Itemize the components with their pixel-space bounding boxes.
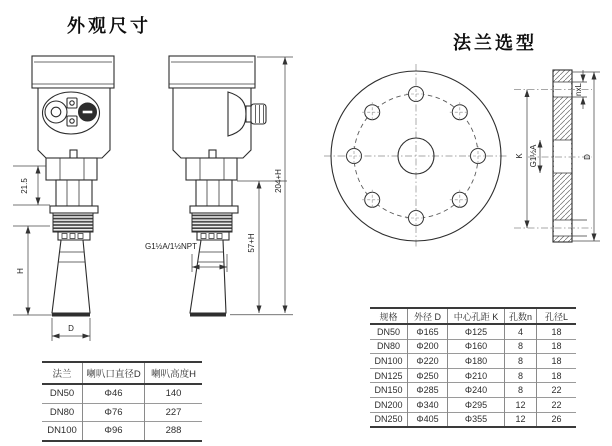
table-cell: 22	[537, 383, 577, 398]
table-row	[370, 412, 576, 427]
table-cell: Φ165	[408, 324, 448, 339]
table-cell: 12	[505, 412, 537, 427]
column-header: 孔数n	[505, 308, 537, 324]
table-row	[370, 324, 576, 339]
table-row	[370, 397, 576, 412]
flange-dimensions-table	[370, 307, 576, 428]
table-cell: Φ200	[408, 339, 448, 354]
header-row	[370, 308, 576, 324]
dim-label-partial-height: 57+H	[247, 233, 256, 253]
column-header: 外径 D	[408, 308, 448, 324]
device-side-view	[169, 56, 266, 317]
flange-side-view	[514, 70, 600, 242]
table-cell: 8	[505, 354, 537, 369]
table-cell: Φ96	[83, 422, 145, 441]
table-cell: 12	[505, 397, 537, 412]
table-cell: DN80	[370, 339, 408, 354]
column-header: 中心孔距 K	[448, 308, 505, 324]
dim-label-flange-thread: G1½A	[529, 144, 538, 168]
table-cell: DN100	[370, 354, 408, 369]
column-header: 规格	[370, 308, 408, 324]
table-cell: 4	[505, 324, 537, 339]
table-cell: Φ285	[408, 383, 448, 398]
table-cell: DN50	[42, 384, 83, 403]
table-cell: Φ125	[448, 324, 505, 339]
table-cell: 8	[505, 339, 537, 354]
table-cell: 18	[537, 339, 577, 354]
table-cell: 26	[537, 412, 577, 427]
table-cell: Φ340	[408, 397, 448, 412]
table-cell: 8	[505, 368, 537, 383]
table-cell: Φ250	[408, 368, 448, 383]
outline-dimensions-title: 外观尺寸	[67, 16, 151, 36]
column-header: 喇叭高度H	[145, 362, 203, 384]
dim-label-flange-outer-diameter: D	[583, 154, 592, 160]
table-cell: 288	[145, 422, 203, 441]
table-cell: DN200	[370, 397, 408, 412]
table-cell: Φ160	[448, 339, 505, 354]
table-row	[370, 368, 576, 383]
table-cell: Φ76	[83, 403, 145, 422]
table-row	[370, 339, 576, 354]
table-row	[42, 403, 202, 422]
horn-dimensions-table	[42, 361, 202, 442]
table-cell: Φ180	[448, 354, 505, 369]
table-cell: 18	[537, 324, 577, 339]
header-row	[42, 362, 202, 384]
table-cell: DN80	[42, 403, 83, 422]
table-cell: DN100	[42, 422, 83, 441]
dim-label-hole-spec: nxL	[574, 83, 583, 96]
column-header: 喇叭口直径D	[83, 362, 145, 384]
table-cell: Φ210	[448, 368, 505, 383]
table-cell: 8	[505, 383, 537, 398]
table-cell: Φ220	[408, 354, 448, 369]
table-cell: DN250	[370, 412, 408, 427]
table-cell: Φ240	[448, 383, 505, 398]
table-row	[370, 383, 576, 398]
table-cell: Φ46	[83, 384, 145, 403]
dim-label-neck-height: 21.5	[20, 178, 29, 194]
table-cell: 227	[145, 403, 203, 422]
table-cell: DN125	[370, 368, 408, 383]
table-cell: DN150	[370, 383, 408, 398]
table-row	[42, 422, 202, 441]
flange-top-view	[324, 64, 508, 249]
flange-selection-title: 法兰选型	[453, 33, 537, 53]
table-cell: 140	[145, 384, 203, 403]
table-cell: Φ355	[448, 412, 505, 427]
dim-label-bolt-circle: K	[515, 153, 524, 159]
column-header: 法兰	[42, 362, 83, 384]
device-front-view	[32, 56, 114, 317]
table-cell: Φ295	[448, 397, 505, 412]
table-cell: 22	[537, 397, 577, 412]
dim-label-total-height: 204+H	[274, 169, 283, 193]
table-row	[370, 354, 576, 369]
table-cell: DN50	[370, 324, 408, 339]
table-cell: Φ405	[408, 412, 448, 427]
table-cell: 18	[537, 354, 577, 369]
column-header: 孔径L	[537, 308, 577, 324]
table-cell: 18	[537, 368, 577, 383]
dim-label-horn-height: H	[16, 268, 25, 274]
table-row	[42, 384, 202, 403]
horn-antenna	[52, 240, 90, 313]
dim-label-horn-diameter: D	[68, 324, 74, 333]
dim-label-thread-spec: G1½A/1½NPT	[144, 242, 197, 251]
